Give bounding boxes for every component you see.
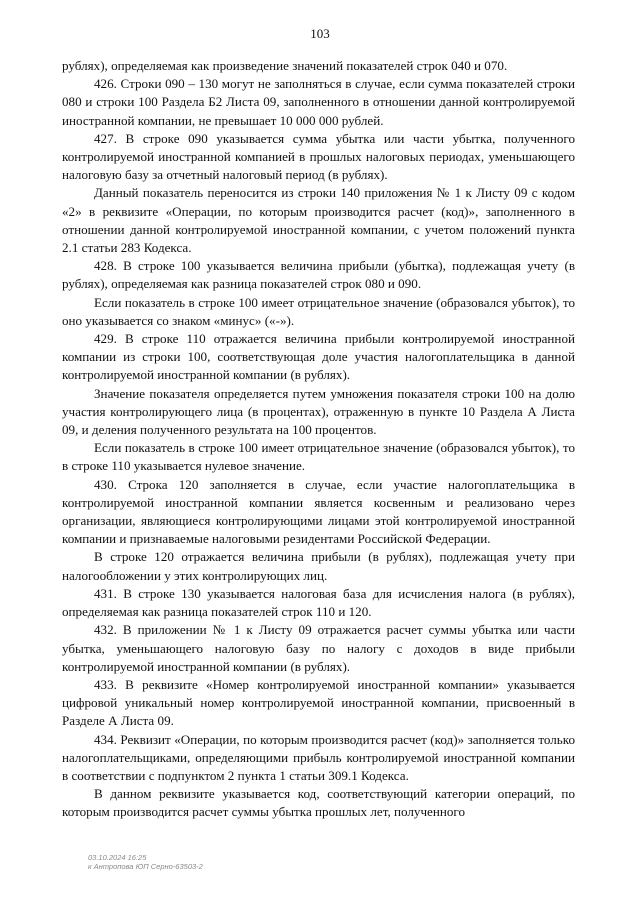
paragraph: 431. В строке 130 указывается налоговая база для исчисления налога (в рублях), определяемая как разница показателей строк 110 и 120. [62,585,575,620]
paragraph: Данный показатель переносится из строки 140 приложения № 1 к Листу 09 с кодом «2» в реквизите «Операции, по которым производится расчет (код)», заполненного в отношении данной контролируемой иностранной компании, с учетом положений пункта 2.1 статьи 283 Кодекса. [62,185,575,256]
paragraph: Значение показателя определяется путем умножения показателя строки 100 на долю участия контролирующего лица (в процентах), отраженную в пункте 10 Раздела А Листа 09, и деления полученного результата на 100 процентов. [62,385,575,438]
paragraph: Если показатель в строке 100 имеет отрицательное значение (образовался убыток), то в строке 110 указывается нулевое значение. [62,440,575,474]
paragraph: 426. Строки 090 – 130 могут не заполняться в случае, если сумма показателей строки 080 и строки 100 Раздела Б2 Листа 09, заполненного в отношении данной контролируемой иностранной компании, не превышает 10 000 000 рублей. [62,76,575,128]
paragraph: 430. Строка 120 заполняется в случае, если участие налогоплательщика в контролируемой иностранной компании является косвенным и реализовано через организации, являющиеся контролирующими лицами этой контролируемой иностранной компании и признаваемые налоговыми резидентами Российской Федерации. [62,476,575,547]
paragraph: В строке 120 отражается величина прибыли (в рублях), подлежащая учету при налогообложении у этих контролирующих лиц. [62,549,575,583]
page-number: 103 [310,26,330,41]
paragraph: Если показатель в строке 100 имеет отрицательное значение (образовался убыток), то оно указывается со знаком «минус» («-»). [62,294,575,328]
paragraph: 429. В строке 110 отражается величина прибыли контролируемой иностранной компании из строки 100, соответствующая доле участия налогоплательщика в данной контролируемой иностранной компании (в рублях). [62,331,575,383]
paragraph: 433. В реквизите «Номер контролируемой иностранной компании» указывается цифровой уникальный номер контролируемой иностранной компании, присвоенный в Разделе А Листа 09. [62,676,575,729]
document-body [62,57,575,822]
paragraph: 428. В строке 100 указывается величина прибыли (убытка), подлежащая учету (в рублях), определяемая как разница показателей строк 080 и 090. [62,258,575,292]
paragraph: рублях), определяемая как произведение значений показателей строк 040 и 070. [62,58,508,73]
paragraph: 427. В строке 090 указывается сумма убытка или части убытка, полученного контролируемой иностранной компанией в прошлых налоговых периодах, уменьшающего налоговую базу за отчетный налоговый период (в рублях). [62,130,575,183]
document-stamp [88,853,203,871]
stamp-reference: к Антропова ЮП Серно-63503-2 [88,862,203,871]
paragraph: 432. В приложении № 1 к Листу 09 отражается расчет суммы убытка или части убытка, уменьшающего налоговую базу по налогу с доходов в виде прибыли контролируемой иностранной компании (в рублях). [62,622,575,674]
stamp-date: 03.10.2024 16:25 [88,853,147,862]
paragraph: В данном реквизите указывается код, соответствующий категории операций, по которым производится расчет суммы убытка прошлых лет, полученного [62,786,575,820]
paragraph: 434. Реквизит «Операции, по которым производится расчет (код)» заполняется только налогоплательщиками, определяющими прибыль контролируемой иностранной компании в соответствии с подпунктом 2 пункта 1 статьи 309.1 Кодекса. [62,731,575,783]
